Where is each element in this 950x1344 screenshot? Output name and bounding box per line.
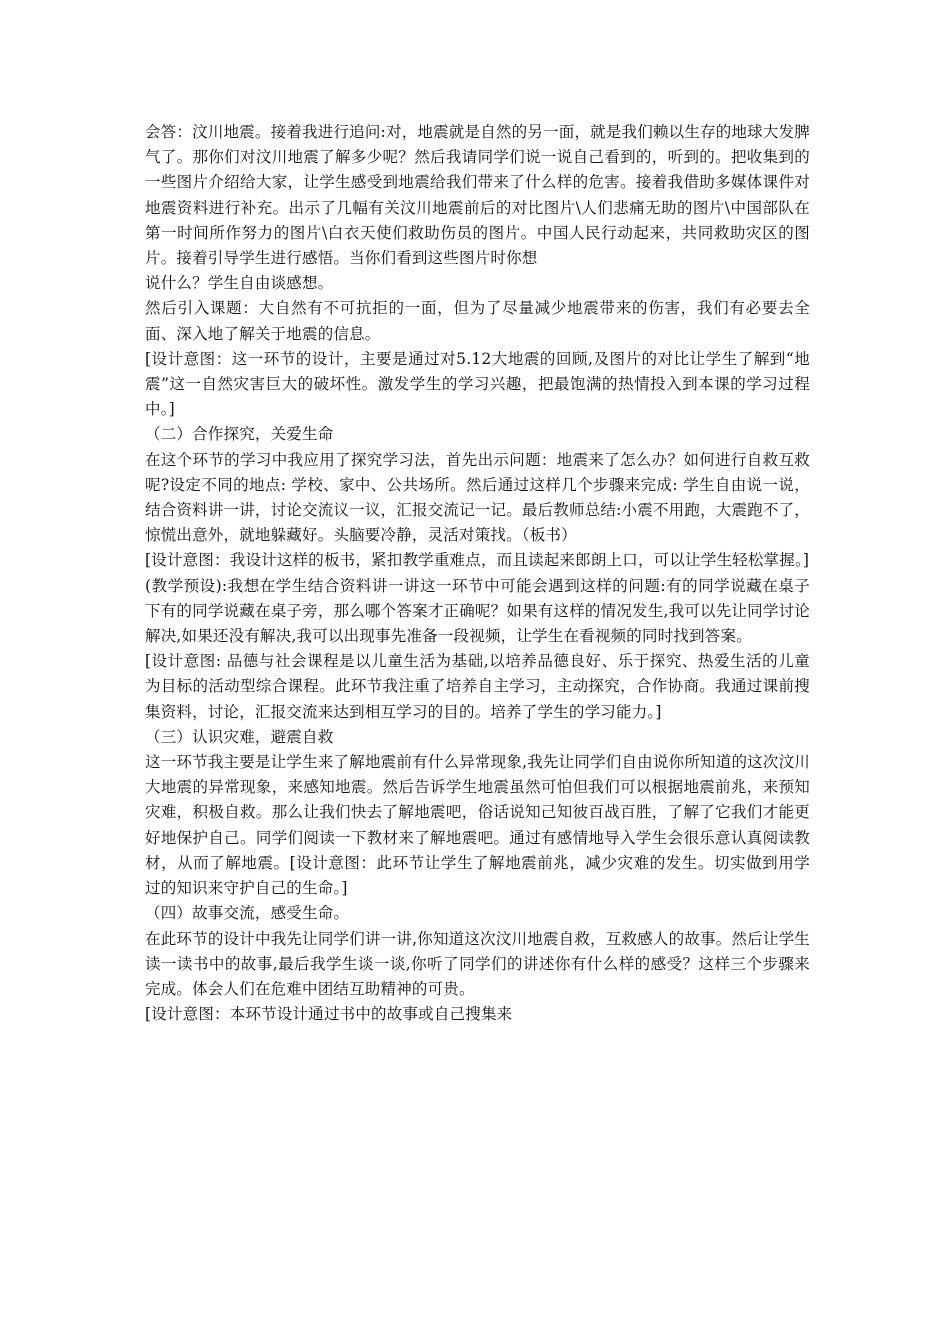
paragraph-teaching-presupposition: (教学预设):我想在学生结合资料讲一讲这一环节中可能会遇到这样的问题:有的同学说藏在桌子下有的同学说藏在桌子旁，那么哪个答案才正确呢？如果有这样的情况发生,我可以先让同学讨论解决,如果还没有解决,我可以出现事先准备一段视频，让学生在看视频的同时找到答案。 xyxy=(145,576,810,646)
paragraph-design-intent-2: [设计意图：我设计这样的板书，紧扣教学重难点，而且读起来郎朗上口，可以让学生轻松掌握。] xyxy=(145,551,810,570)
section-heading-2: （二）合作探究，关爱生命 xyxy=(145,425,334,444)
document-page xyxy=(145,120,810,1027)
paragraph-student-feelings: 说什么？学生自由谈感想。 xyxy=(145,274,334,293)
paragraph-story-exchange: 在此环节的设计中我先让同学们讲一讲,你知道这次汶川地震自救，互救感人的故事。然后让学生读一读书中的故事,最后我学生谈一谈,你听了同学们的讲述你有什么样的感受？这样三个步骤来完成。体会人们在危难中团结互助精神的可贵。 xyxy=(145,929,810,998)
section-heading-4: （四）故事交流，感受生命。 xyxy=(145,904,350,923)
paragraph-intro-earthquake-discussion: 会答：汶川地震。接着我进行追问:对，地震就是自然的另一面，就是我们赖以生存的地球大发脾气了。那你们对汶川地震了解多少呢？然后我请同学们说一说自己看到的，听到的。把收集到的一些图片介绍给大家，让学生感受到地震给我们带来了什么样的危害。接着我借助多媒体课件对地震资料进行补充。出示了几幅有关汶川地震前后的对比图片\人们悲痛无助的图片\中国部队在第一时间所作努力的图片\白衣天使们救助伤员的图片。中国人民行动起来，共同救助灾区的图片。接着引导学生进行感悟。当你们看到这些图片时你想 xyxy=(145,123,810,268)
paragraph-design-intent-1: [设计意图：这一环节的设计，主要是通过对5.12大地震的回顾,及图片的对比让学生了解到“地震”这一自然灾害巨大的破坏性。激发学生的学习兴趣，把最饱满的热情投入到本课的学习过程中。] xyxy=(145,349,810,419)
section-heading-3: （三）认识灾难，避震自救 xyxy=(145,727,334,746)
paragraph-introduce-topic: 然后引入课题：大自然有不可抗拒的一面，但为了尽量减少地震带来的伤害，我们有必要去全面、深入地了解关于地震的信息。 xyxy=(145,299,810,343)
paragraph-cooperative-inquiry: 在这个环节的学习中我应用了探究学习法，首先出示问题：地震来了怎么办？如何进行自救互救呢?设定不同的地点: 学校、家中、公共场所。然后通过这样几个步骤来完成: 学生自由说一说，结合资料讲一讲，讨论交流议一议，汇报交流记一记。最后教师总结:小震不用跑，大震跑不了，惊慌出意外，就地躲藏好。头脑要冷静，灵活对策找。（板书） xyxy=(145,450,810,545)
paragraph-design-intent-4: [设计意图：本环节设计通过书中的故事或自己搜集来 xyxy=(145,1005,513,1024)
paragraph-design-intent-3: [设计意图: 品德与社会课程是以儿童生活为基础,以培养品德良好、乐于探究、热爱生活的儿童为目标的活动型综合课程。此环节我注重了培养自主学习，主动探究，合作协商。我通过课前搜集资料，讨论，汇报交流来达到相互学习的目的。培养了学生的学习能力。] xyxy=(145,652,810,721)
paragraph-earthquake-signs: 这一环节我主要是让学生来了解地震前有什么异常现象,我先让同学们自由说你所知道的这次汶川大地震的异常现象，来感知地震。然后告诉学生地震虽然可怕但我们可以根据地震前兆，来预知灾难，积极自救。那么让我们快去了解地震吧，俗话说知己知彼百战百胜，了解了它我们才能更好地保护自己。同学们阅读一下教材来了解地震吧。通过有感情地导入学生会很乐意认真阅读教材，从而了解地震。[设计意图：此环节让学生了解地震前兆，减少灾难的发生。切实做到用学过的知识来守护自己的生命。] xyxy=(145,753,810,898)
